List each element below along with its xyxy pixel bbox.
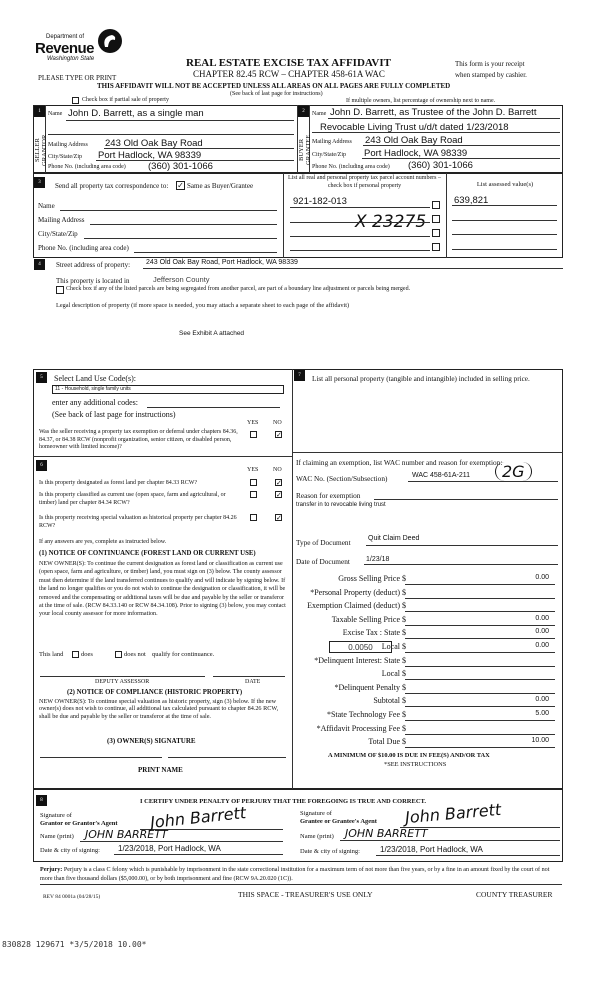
fee-row: [295, 656, 555, 668]
fee-row: [295, 737, 555, 749]
dollar-sign: $: [402, 642, 406, 651]
same-as-buyer-label: Same as Buyer/Grantee: [187, 182, 254, 190]
personal-property-label: List all personal property (tangible and intangible) included in selling price.: [312, 375, 530, 383]
fee-field-line[interactable]: [405, 625, 555, 626]
fee-value[interactable]: 0.00: [535, 642, 549, 649]
minimum-due-note: A MINIMUM OF $10.00 IS DUE IN FEE(S) AND/OR TAX: [328, 752, 490, 759]
notice-continuance-title: (1) NOTICE OF CONTINUANCE (FOREST LAND OR CURRENT USE): [39, 550, 256, 557]
yes-header: YES: [247, 420, 259, 426]
grantee-date-label: Date & city of signing:: [300, 848, 360, 855]
doc-date-field[interactable]: 1/23/18: [366, 556, 390, 563]
personal-property-checkbox[interactable]: [432, 215, 440, 223]
grantor-name-label: Name (print): [40, 833, 74, 840]
buyer-mail-field[interactable]: 243 Old Oak Bay Road: [365, 135, 463, 146]
buyer-phone-field[interactable]: (360) 301-1066: [408, 160, 473, 171]
fee-label: *Delinquent Penalty: [334, 682, 400, 692]
doc-date-label: Date of Document: [296, 557, 350, 566]
fee-field-line[interactable]: [405, 638, 555, 639]
fee-field-line[interactable]: [405, 734, 555, 735]
seller-phone-field[interactable]: (360) 301-1066: [148, 161, 213, 172]
corr-name-label: Name: [38, 202, 55, 210]
does-not-checkbox[interactable]: [115, 651, 122, 658]
sig-of-label: Signature of: [300, 810, 332, 817]
grantor-date-label: Date & city of signing:: [40, 847, 100, 854]
does-checkbox[interactable]: [72, 651, 79, 658]
section-3-badge: 3: [34, 177, 45, 188]
seller-side-label: SELLER GRANTOR: [34, 134, 48, 166]
current-use-question: Is this property classified as current use (open space, farm and agricultural, or timber) land per chapter 84.34 RCW?: [39, 492, 226, 506]
dollar-sign: $: [402, 655, 406, 665]
fee-value[interactable]: 0.00: [535, 628, 549, 636]
buyer-phone-label: Phone No. (including area code): [312, 164, 390, 170]
fee-row: [295, 628, 555, 640]
corr-mail-field[interactable]: [90, 224, 277, 225]
buyer-side-label: BUYER GRANTEE: [298, 134, 312, 166]
no-header: NO: [273, 467, 282, 473]
dollar-sign: $: [402, 587, 406, 597]
fee-row: [295, 615, 555, 627]
certify-statement: I CERTIFY UNDER PENALTY OF PERJURY THAT THE FOREGOING IS TRUE AND CORRECT.: [140, 798, 427, 805]
located-in-label: This property is located in: [56, 277, 130, 285]
yes-header: YES: [247, 467, 259, 473]
historic-question: Is this property receiving special valuation as historical property per chapter 84.26 RCW?: [39, 515, 237, 529]
reason-field[interactable]: transfer in to revocable living trust: [296, 502, 386, 508]
parcel-header: List all real and personal property tax parcel account numbers – check box if personal property: [288, 175, 441, 189]
handwritten-parcel-note: X 23275: [355, 212, 427, 232]
warning: THIS AFFIDAVIT WILL NOT BE ACCEPTED UNLESS ALL AREAS ON ALL PAGES ARE FULLY COMPLETED: [97, 82, 451, 90]
personal-property-checkbox[interactable]: [432, 243, 440, 251]
grantee-signature[interactable]: John Barrett: [404, 799, 502, 828]
exemption-yes-checkbox[interactable]: [250, 431, 257, 438]
grantee-date-field[interactable]: 1/23/2018, Port Hadlock, WA: [380, 845, 483, 854]
buyer-city-field[interactable]: Port Hadlock, WA 98339: [364, 148, 468, 159]
forest-no-checkbox[interactable]: ✓: [276, 479, 282, 487]
logo-name: Revenue: [35, 40, 95, 57]
fee-row: [295, 669, 555, 681]
qualify-label: qualify for continuance.: [152, 651, 215, 658]
land-use-label: Select Land Use Code(s):: [54, 374, 136, 383]
notice-compliance-title: (2) NOTICE OF COMPLIANCE (HISTORIC PROPERTY): [67, 689, 243, 696]
fee-label: Taxable Selling Price: [331, 614, 400, 624]
does-not-label: does not: [124, 651, 146, 658]
sig-of-label: Signature of: [40, 812, 72, 819]
buyer-name-field-line2[interactable]: Revocable Living Trust u/d/t dated 1/23/2018: [320, 122, 509, 133]
grantee-name-label: Name (print): [300, 833, 334, 840]
grantee-print-name[interactable]: JOHN BARRETT: [345, 827, 428, 840]
fee-field-line[interactable]: [405, 652, 555, 653]
section-8-badge: 8: [36, 795, 47, 806]
perjury-text: Perjury is a class C felony which is punishable by imprisonment in the state correctional institution for a maximum term of not more than five years, or by a fine in an amount fixed by the court of not more than five thousand dollars ($5,000.00), or by both imprisonment and fine (RCW 9A.20.020 (1C)).: [40, 867, 550, 882]
corr-phone-field[interactable]: [134, 252, 277, 253]
notice-compliance-text: NEW OWNER(S): To continue special valuation as historic property, sign (3) below. If the new owner(s) does not wish to continue, all additional tax calculated pursuant to chapter 84.26 RCW, shall be due and payable by the seller or transferor at the time of sale.: [39, 698, 279, 720]
dollar-sign: $: [402, 737, 406, 747]
county-treasurer-label: COUNTY TREASURER: [476, 890, 553, 899]
fee-label: Local: [381, 669, 400, 679]
dollar-sign: $: [402, 628, 406, 638]
fee-label: Gross Selling Price: [338, 574, 400, 583]
fee-value[interactable]: 0.00: [535, 614, 549, 622]
street-address-field[interactable]: 243 Old Oak Bay Road, Port Hadlock, WA 98339: [146, 259, 298, 266]
seller-city-label: City/State/Zip: [48, 154, 82, 160]
fee-label: *Delinquent Interest: State: [314, 655, 400, 665]
parcel-number-field[interactable]: 921-182-013: [293, 196, 347, 207]
section-1-badge: 1: [34, 106, 45, 117]
fee-label: Subtotal: [373, 696, 400, 706]
dollar-sign: $: [402, 710, 406, 719]
corr-mail-label: Mailing Address: [38, 216, 85, 224]
see-back-label: (See back of last page for instructions): [52, 410, 176, 419]
fee-field-line[interactable]: [405, 611, 555, 612]
land-use-code-select[interactable]: [52, 385, 284, 394]
section-5-badge: 5: [36, 372, 47, 383]
corr-phone-label: Phone No. (including area code): [38, 244, 129, 252]
fee-row: [295, 696, 555, 708]
receipt-note-1: This form is your receipt: [455, 60, 525, 68]
perjury-label: Perjury:: [40, 867, 63, 873]
same-as-buyer-checkbox[interactable]: ✓: [177, 181, 184, 190]
dollar-sign: $: [402, 614, 406, 624]
grantor-signature[interactable]: John Barrett: [149, 803, 247, 832]
no-header: NO: [273, 420, 282, 426]
corr-city-field[interactable]: [84, 238, 277, 239]
segregated-label: Check box if any of the listed parcels are being segregated from another parcel, are part of a boundary line adjustment or parcels being merged.: [66, 286, 411, 292]
seller-name-label: Name: [48, 111, 63, 117]
owner-signature-label: (3) OWNER(S) SIGNATURE: [107, 737, 196, 745]
fee-row: [295, 588, 555, 600]
see-instructions-note: *SEE INSTRUCTIONS: [384, 761, 447, 768]
land-use-code-value: 11 - Household, single family units: [55, 386, 131, 392]
dollar-sign: $: [402, 574, 406, 583]
current-use-yes-checkbox[interactable]: [250, 491, 257, 498]
grantor-print-name[interactable]: JOHN BARRETT: [85, 828, 168, 841]
fee-value[interactable]: 0.00: [535, 574, 549, 581]
this-land-label: This land: [39, 651, 64, 658]
seller-mail-field[interactable]: 243 Old Oak Bay Road: [105, 138, 203, 149]
corr-city-label: City/State/Zip: [38, 230, 78, 238]
fee-value[interactable]: 5.00: [535, 710, 549, 717]
grantor-agent-label: Grantor or Grantor's Agent: [40, 820, 118, 827]
fee-field-line[interactable]: [405, 747, 555, 748]
deputy-assessor-signature-line[interactable]: [40, 676, 205, 677]
notice-continuance-text: NEW OWNER(S): To continue the current designation as forest land or classification as current use (open space, farm and agriculture, or timber) land, you must sign on (3) below. The county assessor must then determine if the land transferred continues to qualify and will indicate by signing below. If the land no longer qualifies or you do not wish to continue the designation or classification, it will be removed and the compensating or additional taxes will be due and payable by the seller or transferor at the time of sale. (RCW 84.33.140 or RCW 84.34.108). Prior to signing (3) below, you may contact your local county assessor for more information.: [39, 561, 286, 618]
additional-codes-label: enter any additional codes:: [52, 398, 138, 407]
form-title: REAL ESTATE EXCISE TAX AFFIDAVIT: [186, 57, 391, 69]
see-back: (See back of last page for instructions): [230, 91, 323, 97]
perjury-note: [40, 866, 560, 883]
dollar-sign: $: [402, 669, 406, 679]
historic-yes-checkbox[interactable]: [250, 514, 257, 521]
partial-sale-checkbox[interactable]: [72, 97, 79, 104]
send-correspondence-label: Send all property tax correspondence to:: [55, 182, 169, 190]
forest-yes-checkbox[interactable]: [250, 479, 257, 486]
fee-value[interactable]: 0.00: [535, 696, 549, 704]
reason-label: Reason for exemption: [296, 491, 361, 500]
seller-mail-label: Mailing Address: [48, 142, 88, 148]
seller-phone-label: Phone No. (including area code): [48, 164, 126, 170]
assessor-date-line[interactable]: [213, 676, 285, 677]
local-rate-field[interactable]: 0.0050: [329, 641, 392, 653]
print-name-label: PRINT NAME: [138, 766, 183, 774]
fee-field-line[interactable]: [405, 693, 555, 694]
exemption-claim-label: If claiming an exemption, list WAC number and reason for exemption:: [296, 458, 503, 467]
handwritten-wac-note: 2G: [495, 462, 532, 481]
street-label: Street address of property:: [56, 261, 131, 269]
segregated-checkbox[interactable]: [56, 286, 64, 294]
corr-name-field[interactable]: [60, 210, 277, 211]
section-2-badge: 2: [298, 106, 309, 117]
legal-description-label: Legal description of property (if more space is needed, you may attach a separate sheet to each page of the affidavit): [56, 302, 350, 309]
grantor-date-field[interactable]: 1/23/2018, Port Hadlock, WA: [118, 844, 221, 853]
partial-sale-label: Check box if partial sale of property: [82, 97, 169, 103]
logo-dept: Department of: [46, 34, 85, 40]
current-use-no-checkbox[interactable]: ✓: [276, 491, 282, 499]
chapter: CHAPTER 82.45 RCW – CHAPTER 458-61A WAC: [193, 69, 385, 79]
seller-city-field[interactable]: Port Hadlock, WA 98339: [98, 150, 202, 161]
historic-no-checkbox[interactable]: ✓: [276, 514, 282, 522]
owner-signature-line[interactable]: [168, 757, 286, 758]
multiple-owners-note: If multiple owners, list percentage of ownership next to name.: [346, 98, 496, 104]
exemption-no-checkbox[interactable]: ✓: [276, 431, 282, 439]
fee-field-line[interactable]: [405, 720, 555, 721]
fee-field-line[interactable]: [405, 706, 555, 707]
forest-land-question: Is this property designated as forest land per chapter 84.33 RCW?: [39, 480, 198, 486]
fee-field-line[interactable]: [405, 598, 555, 599]
legal-description-field[interactable]: See Exhibit A attached: [179, 330, 245, 337]
fee-label: *State Technology Fee: [326, 710, 400, 719]
if-yes-note: If any answers are yes, complete as instructed below.: [39, 539, 167, 545]
buyer-mail-label: Mailing Address: [312, 139, 352, 145]
fee-label: Total Due: [368, 737, 400, 747]
doc-type-field[interactable]: Quit Claim Deed: [368, 535, 420, 542]
owner-signature-line[interactable]: [40, 757, 162, 758]
fee-field-line[interactable]: [405, 666, 555, 667]
treasurer-use-label: THIS SPACE - TREASURER'S USE ONLY: [238, 890, 373, 899]
additional-codes-field[interactable]: [147, 407, 280, 408]
dollar-sign: $: [402, 601, 406, 611]
type-or-print: PLEASE TYPE OR PRINT: [38, 74, 117, 82]
fee-label: *Personal Property (deduct): [310, 587, 400, 597]
wac-label: WAC No. (Section/Subsection): [296, 474, 388, 483]
seller-name-field[interactable]: John D. Barrett, as a single man: [68, 108, 204, 119]
dollar-sign: $: [402, 682, 406, 692]
logo-swirl-icon: [96, 27, 124, 55]
logo-state: Washington State: [47, 56, 95, 62]
fee-label: Local: [381, 642, 400, 651]
fee-field-line[interactable]: [405, 679, 555, 680]
doc-type-label: Type of Document: [296, 538, 351, 547]
county-field[interactable]: Jefferson County: [153, 275, 210, 284]
fee-label: *Affidavit Processing Fee: [316, 723, 400, 733]
receipt-note-2: when stamped by cashier.: [455, 71, 527, 79]
form-revision: REV 84 0001a (04/28/15): [43, 894, 101, 900]
wac-field[interactable]: WAC 458-61A-211: [412, 472, 470, 479]
buyer-name-field[interactable]: John D. Barrett, as Trustee of the John D. Barrett: [330, 107, 537, 118]
fee-row: [295, 724, 555, 736]
buyer-name-label: Name: [312, 111, 327, 117]
fee-value[interactable]: 10.00: [531, 737, 549, 745]
buyer-city-label: City/State/Zip: [312, 152, 346, 158]
fee-row: [295, 710, 555, 722]
assessed-value-field[interactable]: 639,821: [454, 195, 489, 206]
fee-label: Excise Tax : State: [342, 628, 400, 638]
section-4-badge: 4: [34, 259, 45, 270]
date-label: DATE: [245, 679, 261, 685]
cashier-stamp: 830828 129671 *3/5/2018 10.00*: [2, 940, 147, 949]
personal-property-checkbox[interactable]: [432, 201, 440, 209]
dollar-sign: $: [402, 723, 406, 733]
fee-label: Exemption Claimed (deduct): [307, 601, 400, 611]
deputy-assessor-label: DEPUTY ASSESSOR: [95, 679, 150, 685]
fee-row: [295, 683, 555, 695]
dollar-sign: $: [402, 696, 406, 706]
fee-row: [295, 601, 555, 613]
does-label: does: [81, 651, 93, 658]
section-6-badge: 6: [36, 460, 47, 471]
section-7-badge: 7: [294, 370, 305, 381]
personal-property-checkbox[interactable]: [432, 229, 440, 237]
grantee-agent-label: Grantee or Grantee's Agent: [300, 818, 377, 825]
fee-row: [295, 574, 555, 586]
assessed-header: List assessed value(s): [476, 181, 534, 188]
fee-field-line[interactable]: [405, 584, 555, 585]
exemption-question: Was the seller receiving a property tax exemption or deferral under chapters 84.36, 84.37, or 84.38 RCW (nonprofit organization, senior citizen, or disabled person, homeowner with limited income)?: [39, 429, 238, 450]
